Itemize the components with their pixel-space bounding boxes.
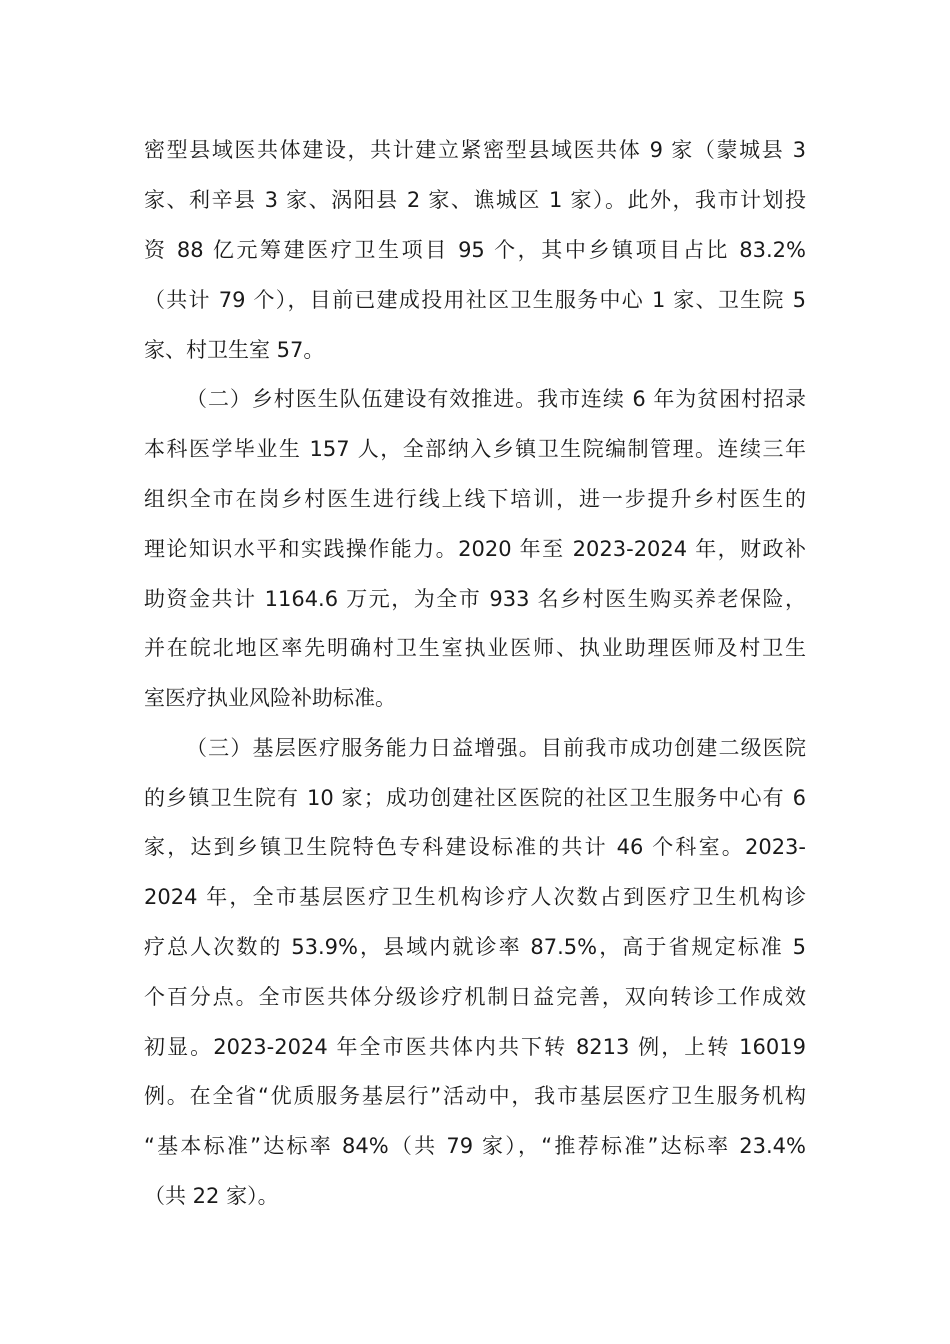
- text-line: 的乡镇卫生院有 10 家；成功创建社区医院的社区卫生服务中心有 6: [144, 786, 806, 810]
- text-line: 助资金共计 1164.6 万元，为全市 933 名乡村医生购买养老保险，: [144, 587, 806, 611]
- paragraph-heading-line: （三）基层医疗服务能力日益增强。目前我市成功创建二级医院: [186, 736, 806, 760]
- text-line: 例。在全省“优质服务基层行”活动中，我市基层医疗卫生服务机构: [144, 1084, 806, 1108]
- text-line: 家，达到乡镇卫生院特色专科建设标准的共计 46 个科室。2023-: [144, 835, 806, 859]
- paragraph-heading-line: （二）乡村医生队伍建设有效推进。我市连续 6 年为贫困村招录: [186, 387, 806, 411]
- text-line: 室医疗执业风险补助标准。: [144, 686, 396, 710]
- text-line: 家、村卫生室 57。: [144, 338, 325, 362]
- text-line: 初显。2023-2024 年全市医共体内共下转 8213 例，上转 16019: [144, 1035, 806, 1059]
- text-line: 并在皖北地区率先明确村卫生室执业医师、执业助理医师及村卫生: [144, 636, 806, 660]
- text-line: （共 22 家）。: [144, 1184, 279, 1208]
- text-line: 组织全市在岗乡村医生进行线上线下培训，进一步提升乡村医生的: [144, 487, 806, 511]
- text-line: 家、利辛县 3 家、涡阳县 2 家、谯城区 1 家）。此外，我市计划投: [144, 188, 806, 212]
- text-line: 疗总人次数的 53.9%，县域内就诊率 87.5%，高于省规定标准 5: [144, 935, 806, 959]
- text-line: 资 88 亿元筹建医疗卫生项目 95 个，其中乡镇项目占比 83.2%: [144, 238, 806, 262]
- text-line: “基本标准”达标率 84%（共 79 家），“推荐标准”达标率 23.4%: [144, 1134, 806, 1158]
- text-line: 密型县域医共体建设，共计建立紧密型县域医共体 9 家（蒙城县 3: [144, 138, 806, 162]
- text-line: 2024 年，全市基层医疗卫生机构诊疗人次数占到医疗卫生机构诊: [144, 885, 806, 909]
- text-line: 个百分点。全市医共体分级诊疗机制日益完善，双向转诊工作成效: [144, 985, 806, 1009]
- text-line: 理论知识水平和实践操作能力。2020 年至 2023-2024 年，财政补: [144, 537, 806, 561]
- text-line: （共计 79 个），目前已建成投用社区卫生服务中心 1 家、卫生院 5: [144, 288, 806, 312]
- text-line: 本科医学毕业生 157 人，全部纳入乡镇卫生院编制管理。连续三年: [144, 437, 806, 461]
